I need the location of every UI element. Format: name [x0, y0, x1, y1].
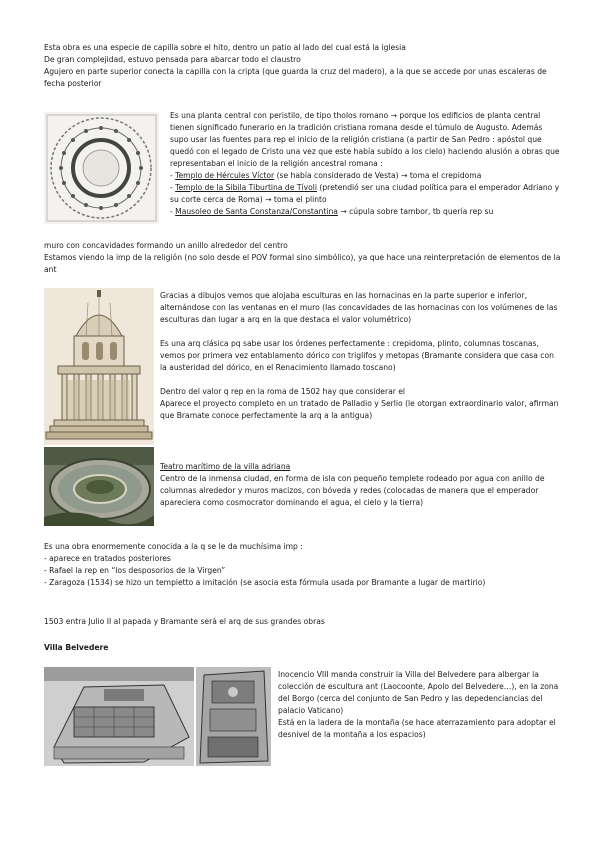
- tholos-text: Es una planta central con peristilo, de tipo tholos romano → porque los edificios de planta central tienen significado funerario en la tradición cristiana romana desde el túmulo de Augusto. Además supo usar las fuentes para rep el inicio de la religión cristiana (a partir de San Pedro : apóstol que quedó con el legado de Cristo una vez que este había subido a los cielo) haciendo alusión a obras que representaban el inicio de la religión ancestral romana :: [170, 111, 560, 168]
- belvedere-text-2: Está en la ladera de la montaña (se hace aterrazamiento para adoptar el desnivel de la montaña a los espacios): [278, 718, 556, 739]
- belvedere-heading: Villa Belvedere: [44, 643, 109, 652]
- intro-line-3: Agujero en parte superior conecta la capilla con la cripta (que guarda la cruz del madero), a la que se accede por unas escaleras de fecha posterior: [44, 67, 547, 88]
- dibujos-p2: Es una arq clásica pq sabe usar los órdenes perfectamente : crepidoma, plinto, columnas toscanas, vemos por primera vez entablamento dórico con triglifos y metopas (Bramante considera que casa con la austeridad del dórico, en el Renacimiento llamado toscano): [160, 339, 554, 372]
- tholos-item-3: - Mausoleo de Santa Constanza/Constantina → cúpula sobre tambor, tb quería rep su: [170, 207, 494, 216]
- tholos-paragraph: [170, 110, 560, 218]
- tholos-link-1[interactable]: Templo de Hércules Víctor: [175, 171, 275, 180]
- teatro-title[interactable]: Teatro marítimo de la villa adriana: [160, 462, 291, 471]
- dibujos-block: [160, 290, 560, 422]
- tholos-item-3-rest: → cúpula sobre tambor, tb quería rep su: [337, 207, 494, 216]
- copias-item-1: - aparece en tratados posteriores: [44, 554, 171, 563]
- dibujos-p3b: Aparece el proyecto completo en un tratado de Palladio y Serlio (le otorgan extraordinario valor, afirman que Bramate conoce perfectamente la arq a la antigua): [160, 399, 559, 420]
- belvedere-aerial-figure: [196, 667, 271, 766]
- dibujos-p3a: Dentro del valor q rep en la roma de 1502 hay que considerar el: [160, 387, 406, 396]
- intro-line-1: Esta obra es una especie de capilla sobre el hito, dentro un patio al lado del cual está la iglesia: [44, 43, 406, 52]
- dibujos-p1: Gracias a dibujos vemos que alojaba esculturas en las hornacinas en la parte superior e inferior, alternándose con las ventanas en el muro (las concavidades de las hornacinas con los volúmenes de las esculturas dan lugar a arq en la que destaca el valor volumétrico): [160, 291, 558, 324]
- copias-intro: Es una obra enormemente conocida a la q se le da muchísima imp :: [44, 542, 303, 551]
- tholos-continuation-block: [44, 240, 564, 276]
- tempietto-drawing: [44, 288, 154, 445]
- tholos-item-1-rest: (se había considerado de Vesta) → toma el crepidoma: [274, 171, 482, 180]
- belvedere-engraving-figure: [44, 667, 194, 766]
- teatro-block: [160, 461, 560, 509]
- julio-text: 1503 entra Julio II al papada y Bramante será el arq de sus grandes obras: [44, 617, 325, 626]
- tholos-item-2-rest: (pretendió ser una ciudad política para el emperador Adriano y su corte cerca de Roma) → toma el plinto: [170, 183, 560, 204]
- religion-text: Estamos viendo la imp de la religión (no solo desde el POV formal sino simbólico), ya que hace una reinterpretación de elementos de la ant: [44, 253, 561, 274]
- tholos-continuation: muro con concavidades formando un anillo alrededor del centro: [44, 241, 288, 250]
- belvedere-text: Inocencio VIII manda construir la Villa del Belvedere para albergar la colección de escultura ant (Laocoonte, Apolo del Belvedere…), en la zona del Borgo (cerca del conjunto de San Pedro y las depedenciancias del palacio Vaticano): [278, 670, 559, 715]
- plan-drawing-figure: [44, 112, 159, 224]
- tholos-link-3[interactable]: Mausoleo de Santa Constanza/Constantina: [175, 207, 338, 216]
- julio-block: [44, 616, 564, 628]
- tholos-link-2[interactable]: Templo de la Sibila Tiburtina de Tívoli: [175, 183, 317, 192]
- copias-item-3: - Zaragoza (1534) se hizo un tempietto a imitación (se asocia esta fórmula usada por Bramante a lugar de martirio): [44, 578, 486, 587]
- copias-block: [44, 541, 564, 589]
- plan-drawing: [44, 112, 159, 224]
- belvedere-engraving: [44, 667, 194, 766]
- teatro-photo-figure: [44, 447, 154, 526]
- belvedere-block: [278, 669, 560, 741]
- belvedere-heading-block: [44, 642, 244, 654]
- copias-item-2: - Rafael la rep en “los desposorios de la Virgen”: [44, 566, 226, 575]
- tempietto-drawing-figure: [44, 288, 154, 445]
- teatro-text: Centro de la inmensa ciudad, en forma de isla con pequeño templete rodeado por agua con anillo de columnas alrededor y muros macizos, con bóveda y redes (colocadas de manera que el emperador apareciera como cosmocrator dominando el agua, el cielo y la tierra): [160, 474, 545, 507]
- intro-line-2: De gran complejidad, estuvo pensada para abarcar todo el claustro: [44, 55, 301, 64]
- tholos-item-2: - Templo de la Sibila Tiburtina de Tívoli (pretendió ser una ciudad política para el emperador Adriano y su corte cerca de Roma) → toma el plinto: [170, 183, 560, 204]
- intro-text: [44, 42, 559, 90]
- belvedere-aerial: [196, 667, 271, 766]
- tholos-item-1: - Templo de Hércules Víctor (se había considerado de Vesta) → toma el crepidoma: [170, 171, 482, 180]
- teatro-photo: [44, 447, 154, 526]
